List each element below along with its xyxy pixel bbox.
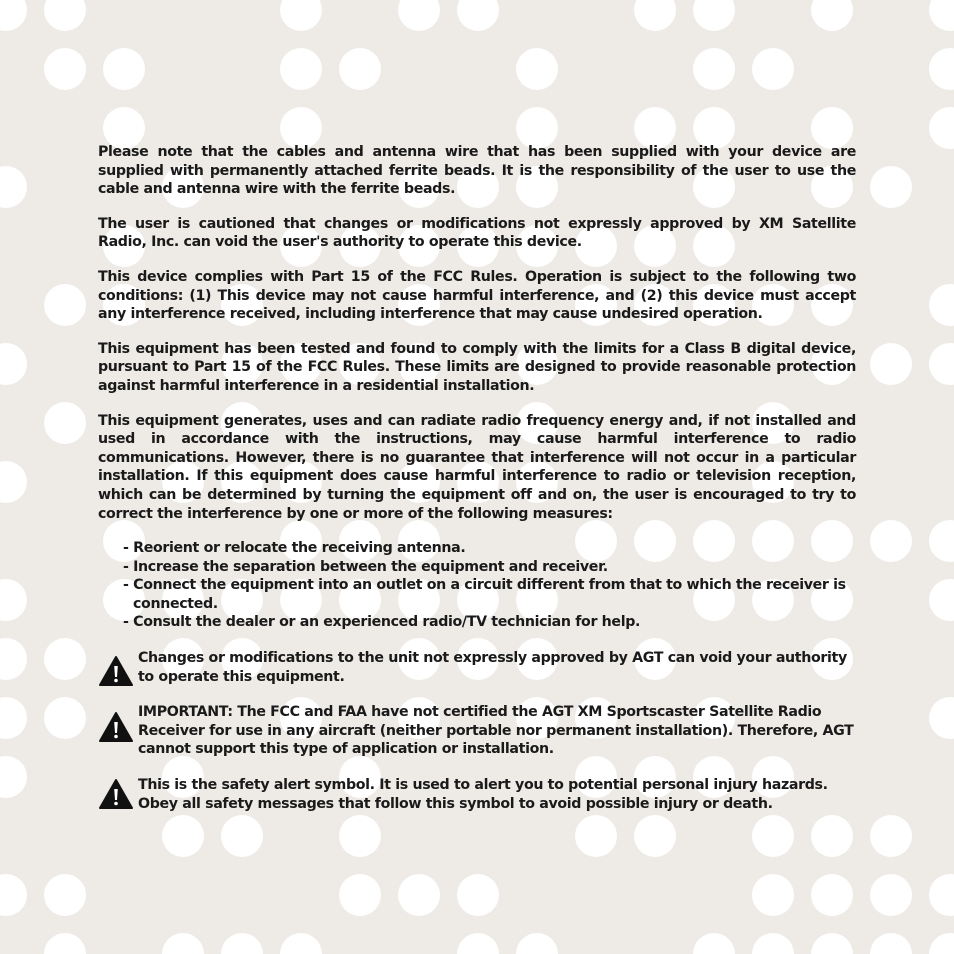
background-dot <box>457 874 499 916</box>
background-dot <box>929 107 954 149</box>
warning-block-modifications <box>98 649 856 686</box>
background-dot <box>634 0 676 31</box>
background-dot <box>44 402 86 444</box>
interference-measures-list <box>123 539 856 632</box>
warning-text: Changes or modifications to the unit not expressly approved by AGT can void your authority to operate this equipment. <box>138 650 847 685</box>
background-dot <box>929 284 954 326</box>
background-dot <box>870 343 912 385</box>
background-dot <box>870 166 912 208</box>
background-dot <box>929 697 954 739</box>
background-dot <box>870 520 912 562</box>
warning-block-aircraft <box>98 703 856 759</box>
document-body <box>98 143 856 830</box>
warning-triangle-icon <box>98 778 134 810</box>
warning-block-safety-alert <box>98 776 856 813</box>
warning-triangle-icon <box>98 711 134 743</box>
background-dot <box>280 933 322 954</box>
background-dot <box>752 48 794 90</box>
background-dot <box>280 48 322 90</box>
warning-text: IMPORTANT: The FCC and FAA have not certified the AGT XM Sportscaster Satellite Radio Receiver for use in any aircraft (neither portable nor permanent installation). Therefore, AGT cannot support this type of application or installation. <box>138 704 854 758</box>
list-item: - Increase the separation between the equipment and receiver. <box>123 558 608 575</box>
background-dot <box>457 0 499 31</box>
background-dot <box>339 48 381 90</box>
background-dot <box>0 638 27 680</box>
background-dot <box>870 933 912 954</box>
class-b-limits-paragraph: This equipment has been tested and found to comply with the limits for a Class B digital device, pursuant to Part 15 of the FCC Rules. These limits are designed to provide reasonable protection against harmful interference in a residential installation. <box>98 340 856 394</box>
list-item: - Consult the dealer or an experienced radio/TV technician for help. <box>123 614 641 631</box>
background-dot <box>0 343 27 385</box>
background-dot <box>0 874 27 916</box>
background-dot <box>398 0 440 31</box>
background-dot <box>0 461 27 503</box>
background-dot <box>0 579 27 621</box>
background-dot <box>0 0 27 31</box>
background-dot <box>103 48 145 90</box>
background-dot <box>44 48 86 90</box>
interference-paragraph: This equipment generates, uses and can radiate radio frequency energy and, if not installed and used in accordance with the instructions, may cause harmful interference to radio communications. However, there is no guarantee that interference will not occur in a particular installation. If this equipment does cause harmful interference to radio or television reception, which can be determined by turning the equipment off and on, the user is encouraged to try to correct the interference by one or more of the following measures: <box>98 412 856 522</box>
background-dot <box>693 48 735 90</box>
background-dot <box>929 48 954 90</box>
background-dot <box>0 756 27 798</box>
background-dot <box>221 933 263 954</box>
background-dot <box>44 0 86 31</box>
list-item: - Connect the equipment into an outlet on a circuit different from that to which the receiver is connected. <box>123 577 846 612</box>
background-dot <box>516 933 558 954</box>
background-dot <box>929 933 954 954</box>
modifications-caution-paragraph: The user is cautioned that changes or modifications not expressly approved by XM Satellite Radio, Inc. can void the user's authority to operate this device. <box>98 215 856 251</box>
background-dot <box>929 874 954 916</box>
warning-triangle-icon <box>98 655 134 687</box>
background-dot <box>811 0 853 31</box>
background-dot <box>0 697 27 739</box>
background-dot <box>0 166 27 208</box>
background-dot <box>516 48 558 90</box>
background-dot <box>44 874 86 916</box>
background-dot <box>44 933 86 954</box>
background-dot <box>929 579 954 621</box>
background-dot <box>339 874 381 916</box>
background-dot <box>162 933 204 954</box>
background-dot <box>44 638 86 680</box>
fcc-part15-paragraph: This device complies with Part 15 of the FCC Rules. Operation is subject to the following two conditions: (1) This device may not cause harmful interference, and (2) this device must accept any interference received, including interference that may cause undesired operation. <box>98 268 856 323</box>
background-dot <box>693 0 735 31</box>
background-dot <box>870 815 912 857</box>
background-dot <box>929 0 954 31</box>
background-dot <box>811 933 853 954</box>
list-item: - Reorient or relocate the receiving antenna. <box>123 540 466 557</box>
background-dot <box>44 697 86 739</box>
background-dot <box>752 933 794 954</box>
ferrite-beads-paragraph: Please note that the cables and antenna wire that has been supplied with your device are supplied with permanently attached ferrite beads. It is the responsibility of the user to use the cable and antenna wire with the ferrite beads. <box>98 144 856 198</box>
background-dot <box>752 874 794 916</box>
background-dot <box>929 343 954 385</box>
background-dot <box>870 874 912 916</box>
warning-text: This is the safety alert symbol. It is used to alert you to potential personal injury hazards. Obey all safety messages that follow this symbol to avoid possible injury or death. <box>138 777 828 812</box>
background-dot <box>457 933 499 954</box>
background-dot <box>929 520 954 562</box>
background-dot <box>693 933 735 954</box>
background-dot <box>398 874 440 916</box>
background-dot <box>811 874 853 916</box>
background-dot <box>44 284 86 326</box>
background-dot <box>280 0 322 31</box>
